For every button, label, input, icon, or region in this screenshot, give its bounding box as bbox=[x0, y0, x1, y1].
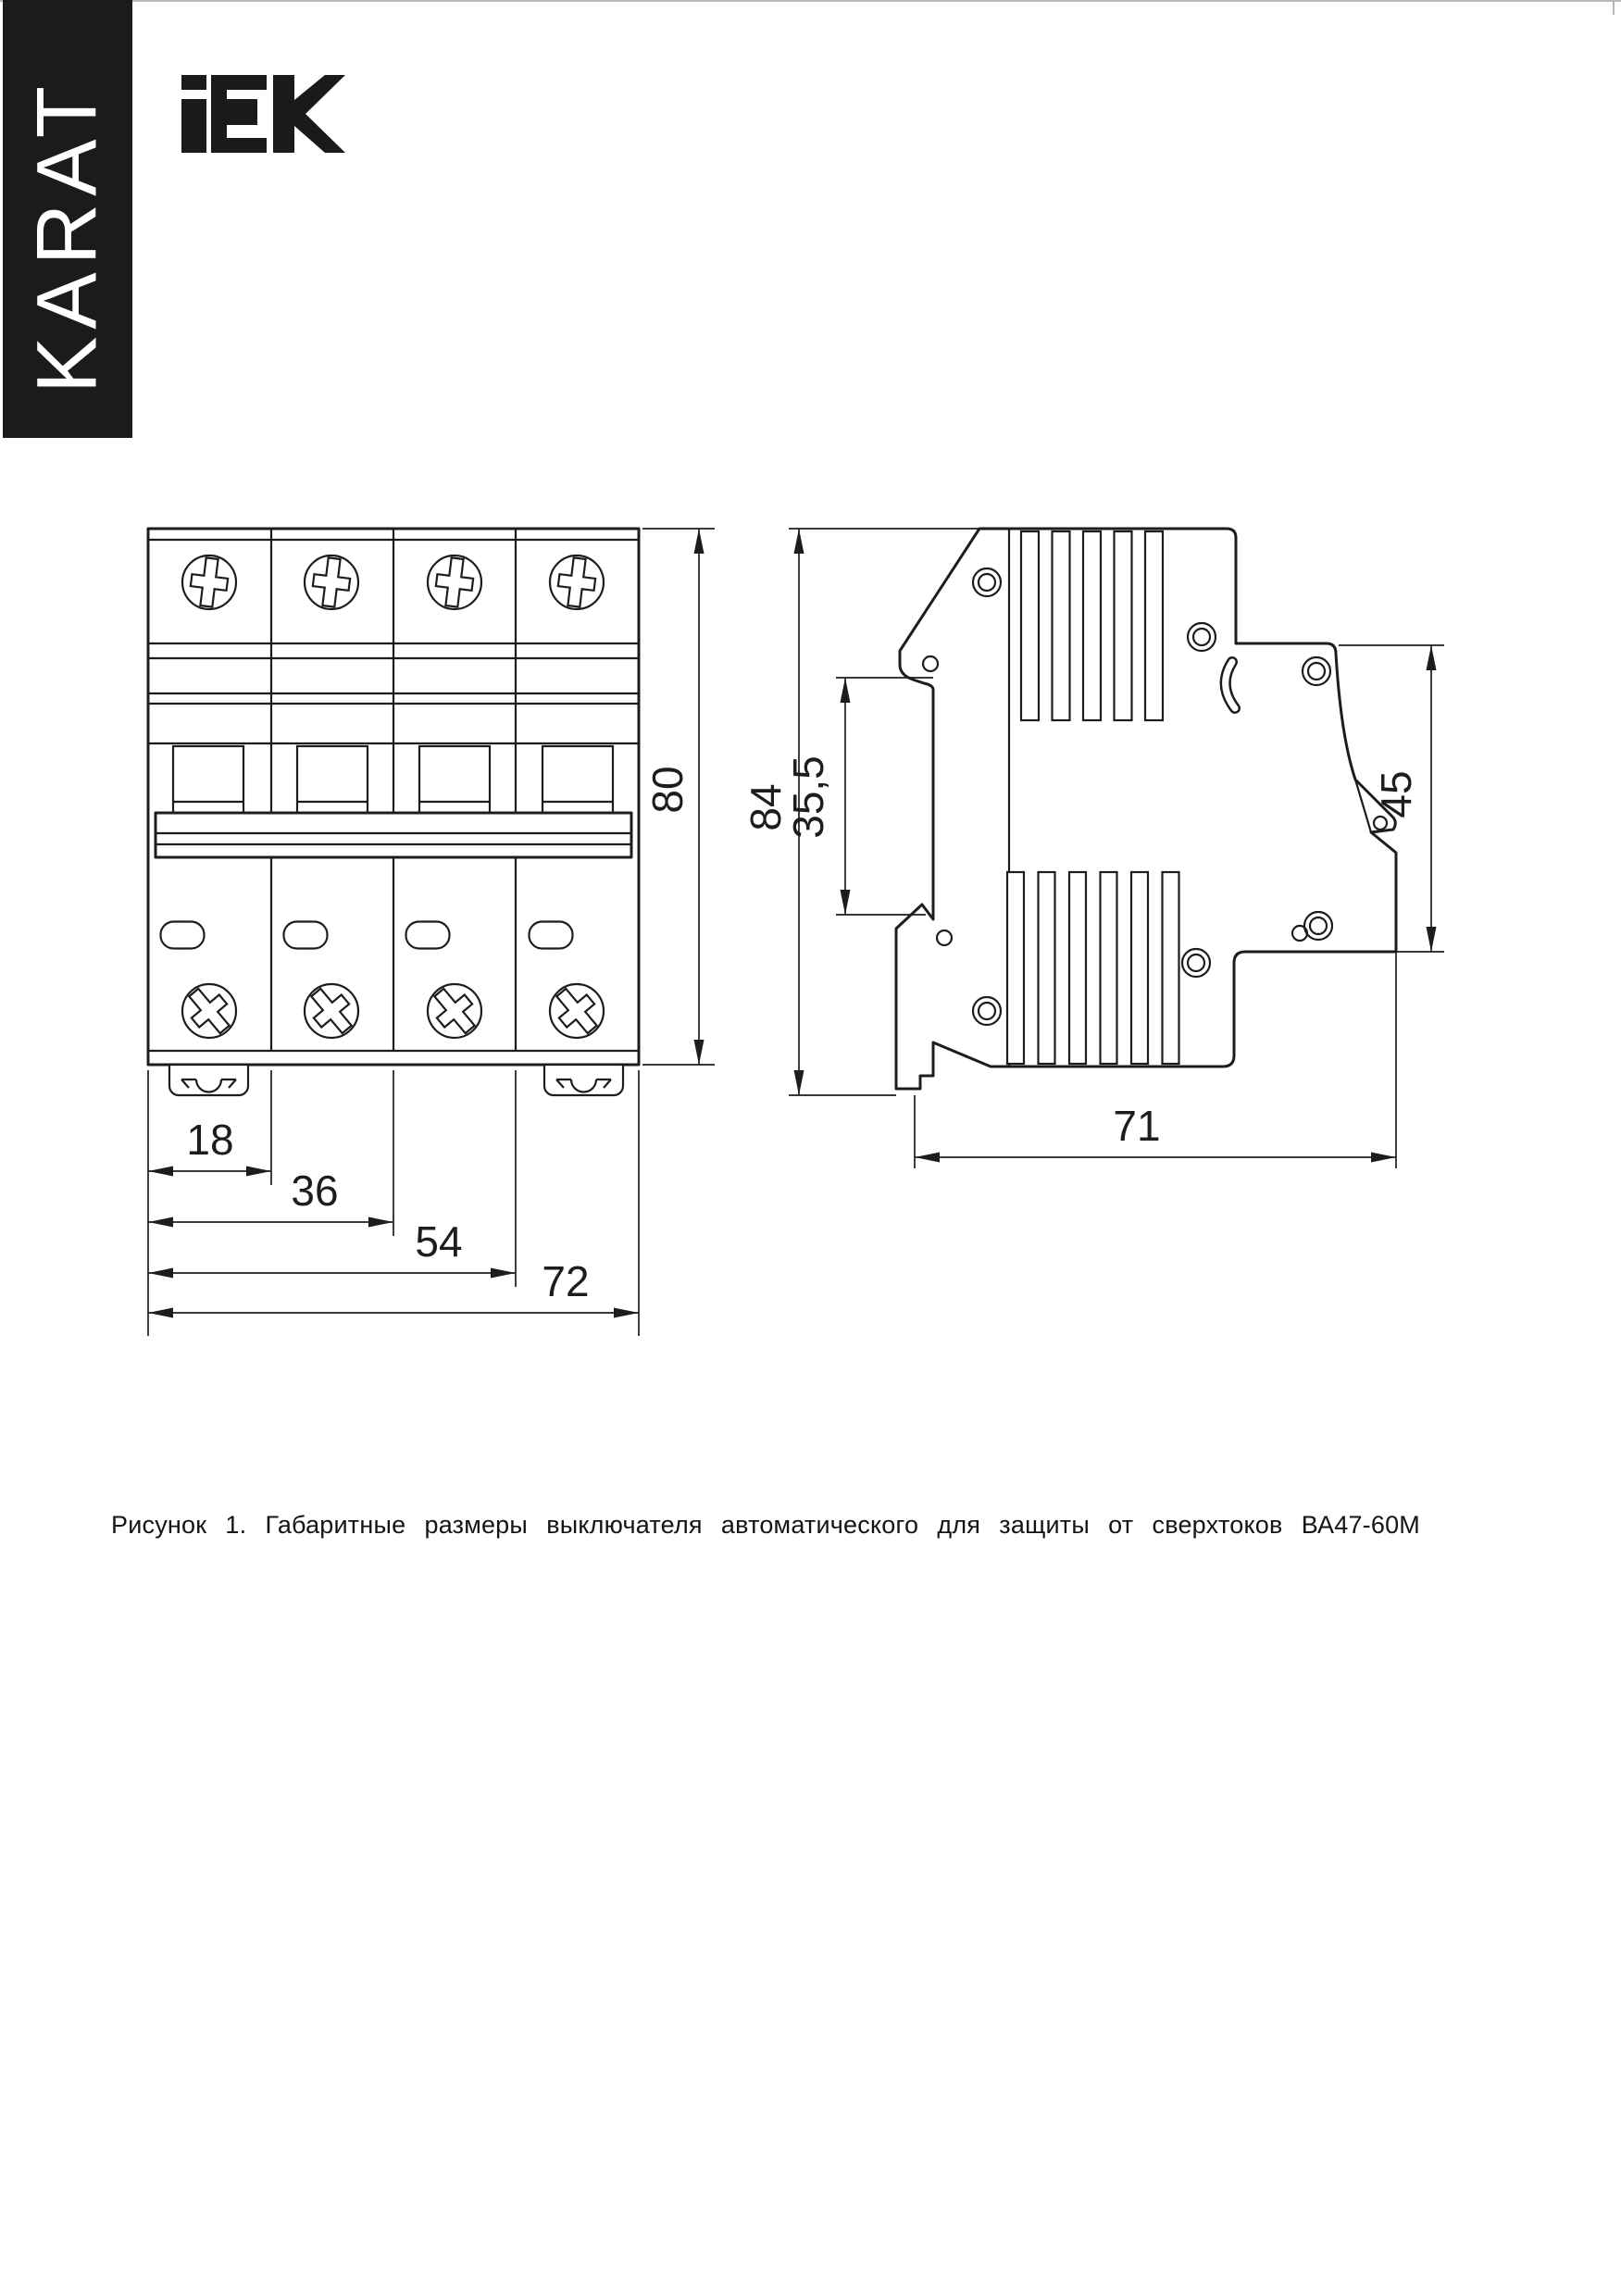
side-view bbox=[896, 529, 1396, 1089]
dim-label-80: 80 bbox=[643, 766, 692, 814]
iek-i-dot bbox=[181, 75, 206, 90]
screw-icon bbox=[428, 555, 481, 609]
screw-icon bbox=[305, 555, 358, 609]
dim-label-45: 45 bbox=[1372, 770, 1420, 818]
dim-label-54: 54 bbox=[415, 1217, 463, 1266]
iek-k-letter bbox=[273, 75, 345, 153]
front-din-clip bbox=[544, 1065, 623, 1095]
dim-label-18: 18 bbox=[186, 1116, 234, 1164]
screw-icon bbox=[182, 555, 236, 609]
dim-label-35-5: 35,5 bbox=[784, 755, 832, 839]
dim-label-36: 36 bbox=[291, 1167, 339, 1215]
figure-caption: Рисунок 1. Габаритные размеры выключателя автоматического для защиты от сверхтоков ВА47-60М bbox=[111, 1511, 1420, 1539]
karat-brand-band bbox=[3, 0, 132, 438]
iek-logo bbox=[167, 65, 361, 167]
karat-label: KARAT bbox=[19, 79, 115, 393]
scan-corner-tick bbox=[1613, 0, 1615, 15]
dim-label-84: 84 bbox=[742, 783, 790, 831]
front-din-clip bbox=[169, 1065, 248, 1095]
iek-e-letter bbox=[211, 75, 267, 153]
dim-label-72: 72 bbox=[542, 1257, 590, 1305]
dimension-drawing bbox=[0, 444, 1621, 1463]
front-tie-bar bbox=[156, 813, 631, 857]
scan-top-edge bbox=[0, 0, 1621, 2]
dim-label-71: 71 bbox=[1113, 1102, 1161, 1150]
screw-icon bbox=[550, 555, 604, 609]
front-view bbox=[148, 529, 639, 1095]
iek-i-stem bbox=[181, 99, 206, 153]
